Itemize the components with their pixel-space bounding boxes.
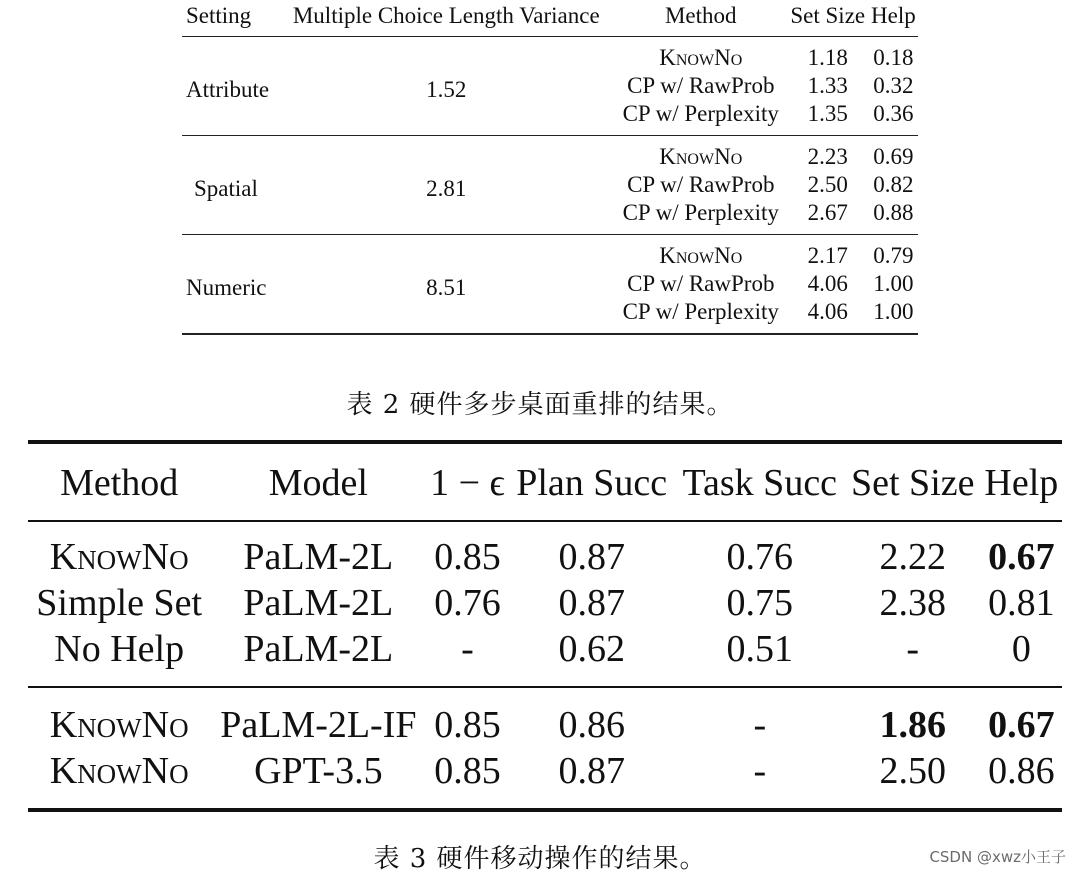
setting-cell: Numeric bbox=[182, 235, 278, 335]
epsilon-cell: 0.85 bbox=[434, 704, 501, 746]
variance-cell: 8.51 bbox=[278, 235, 615, 335]
task-succ-cell: 0.51 bbox=[675, 626, 845, 687]
header-method: Method bbox=[28, 442, 210, 521]
set-size-cell: 4.06 bbox=[807, 271, 848, 296]
table-3-header-row bbox=[28, 442, 1062, 521]
method-cell: CP w/ RawProb bbox=[627, 271, 775, 296]
help-cell: 0.36 bbox=[869, 100, 918, 136]
setting-cell: Spatial bbox=[182, 136, 278, 235]
model-cell: PaLM-2L bbox=[243, 536, 394, 578]
header-plan-succ: Plan Succ bbox=[509, 442, 675, 521]
table-row bbox=[28, 626, 1062, 687]
task-succ-cell: 0.76 bbox=[726, 536, 794, 578]
help-cell: 0.86 bbox=[988, 750, 1055, 792]
set-size-cell: 2.50 bbox=[807, 172, 848, 197]
task-succ-cell: 0.75 bbox=[726, 582, 794, 624]
table-row bbox=[182, 37, 918, 73]
set-size-cell: 2.50 bbox=[879, 750, 946, 792]
epsilon-cell: 0.85 bbox=[434, 536, 501, 578]
model-cell: PaLM-2L-IF bbox=[220, 704, 417, 746]
table-row bbox=[28, 748, 1062, 810]
watermark: CSDN @xwz小王子 bbox=[929, 848, 1066, 866]
help-cell: 0 bbox=[981, 626, 1062, 687]
method-cell: Simple Set bbox=[36, 582, 203, 624]
epsilon-cell: - bbox=[426, 626, 508, 687]
header-set-size: Set Size bbox=[787, 0, 869, 37]
set-size-cell: 1.35 bbox=[787, 100, 869, 136]
setting-cell: Attribute bbox=[182, 37, 278, 136]
help-cell: 0.81 bbox=[988, 582, 1055, 624]
help-cell: 0.82 bbox=[873, 172, 914, 197]
set-size-cell: 1.18 bbox=[807, 45, 848, 70]
table-3-caption: 表 3 硬件移动操作的结果。 bbox=[373, 844, 707, 874]
model-cell: PaLM-2L bbox=[210, 626, 426, 687]
method-cell: No Help bbox=[28, 626, 210, 687]
task-succ-cell: - bbox=[753, 704, 767, 746]
method-cell: KnowNo bbox=[659, 243, 743, 268]
header-method: Method bbox=[615, 0, 787, 37]
help-cell: 0.88 bbox=[869, 199, 918, 235]
set-size-cell: 1.33 bbox=[807, 73, 848, 98]
method-cell: CP w/ Perplexity bbox=[615, 199, 787, 235]
set-size-cell: 2.67 bbox=[787, 199, 869, 235]
set-size-cell: 1.86 bbox=[879, 704, 946, 746]
table-row bbox=[182, 136, 918, 172]
header-setting: Setting bbox=[182, 0, 278, 37]
method-cell: KnowNo bbox=[49, 750, 189, 792]
table-2-header-row bbox=[182, 0, 918, 37]
method-cell: CP w/ Perplexity bbox=[615, 298, 787, 334]
table-2 bbox=[182, 0, 918, 335]
help-cell: 0.79 bbox=[873, 243, 914, 268]
table-row bbox=[28, 521, 1062, 580]
set-size-cell: 2.22 bbox=[879, 536, 946, 578]
table-row bbox=[182, 235, 918, 271]
epsilon-cell: 0.76 bbox=[434, 582, 501, 624]
plan-succ-cell: 0.87 bbox=[558, 536, 625, 578]
method-cell: KnowNo bbox=[659, 45, 743, 70]
help-cell: 0.67 bbox=[988, 536, 1055, 578]
model-cell: PaLM-2L bbox=[243, 582, 394, 624]
method-cell: KnowNo bbox=[659, 144, 743, 169]
set-size-cell: 2.23 bbox=[807, 144, 848, 169]
header-model: Model bbox=[210, 442, 426, 521]
method-cell: CP w/ Perplexity bbox=[615, 100, 787, 136]
variance-cell: 1.52 bbox=[278, 37, 615, 136]
set-size-cell: 2.38 bbox=[879, 582, 946, 624]
epsilon-cell: 0.85 bbox=[434, 750, 501, 792]
model-cell: GPT-3.5 bbox=[254, 750, 383, 792]
header-help: Help bbox=[981, 442, 1062, 521]
plan-succ-cell: 0.87 bbox=[558, 750, 625, 792]
help-cell: 0.32 bbox=[873, 73, 914, 98]
variance-cell: 2.81 bbox=[278, 136, 615, 235]
plan-succ-cell: 0.87 bbox=[558, 582, 625, 624]
help-cell: 1.00 bbox=[869, 298, 918, 334]
method-cell: CP w/ RawProb bbox=[627, 172, 775, 197]
method-cell: KnowNo bbox=[49, 704, 189, 746]
set-size-cell: 4.06 bbox=[787, 298, 869, 334]
set-size-cell: 2.17 bbox=[807, 243, 848, 268]
help-cell: 0.69 bbox=[873, 144, 914, 169]
header-variance: Multiple Choice Length Variance bbox=[278, 0, 615, 37]
header-help: Help bbox=[869, 0, 918, 37]
header-set-size: Set Size bbox=[845, 442, 981, 521]
plan-succ-cell: 0.62 bbox=[509, 626, 675, 687]
plan-succ-cell: 0.86 bbox=[558, 704, 625, 746]
method-cell: CP w/ RawProb bbox=[627, 73, 775, 98]
task-succ-cell: - bbox=[753, 750, 767, 792]
table-3 bbox=[28, 440, 1062, 812]
method-cell: KnowNo bbox=[49, 536, 189, 578]
help-cell: 0.67 bbox=[988, 704, 1055, 746]
table-row bbox=[28, 580, 1062, 626]
header-epsilon: 1 − ϵ bbox=[426, 442, 508, 521]
table-row bbox=[28, 687, 1062, 748]
set-size-cell: - bbox=[845, 626, 981, 687]
help-cell: 1.00 bbox=[873, 271, 914, 296]
help-cell: 0.18 bbox=[873, 45, 914, 70]
header-task-succ: Task Succ bbox=[675, 442, 845, 521]
table-2-caption: 表 2 硬件多步桌面重排的结果。 bbox=[346, 390, 734, 420]
